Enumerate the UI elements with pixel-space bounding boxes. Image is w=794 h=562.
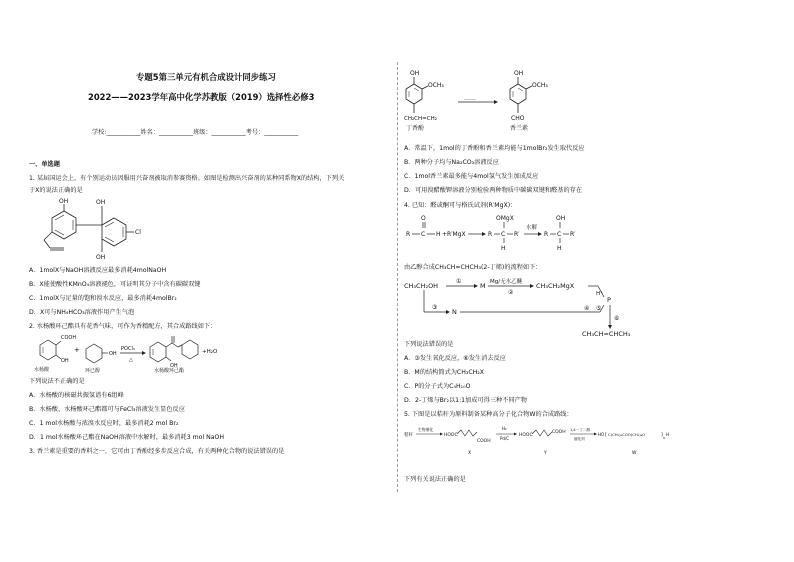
q5-x-hooc-label: HOOC (444, 433, 458, 438)
q3-option-a[interactable]: A．常温下，1mol的丁香酚和香兰素均能与1molBr₂发生取代反应 (404, 145, 585, 152)
q4-step-4: ④ (584, 305, 590, 312)
q2-name-cyclohexanol: 环已醇 (85, 368, 101, 374)
q3-cho-label: CHO (511, 115, 525, 122)
q2-cooh-label: COOH (61, 335, 77, 341)
q1-stem-line1: 1. 某届国运会上，有个别运动员因服用兴奋剂被取消参赛资格。如图是检测出兴奋剂的某种同系物X的结构，下列关 (29, 175, 345, 182)
q2-reagent-label: POCl₃ (121, 346, 135, 352)
q5-straw-label: 秸秆 (404, 433, 413, 438)
q5-w-n-label: n (663, 436, 666, 440)
q3-option-c[interactable]: C．1mol香兰素最多能与4mol氢气发生加成反应 (404, 173, 539, 180)
q5-y-hooc-label: HOOC (519, 433, 533, 438)
q5-x-cooh-label: COOH (477, 439, 491, 444)
q4-c-label-2: C (501, 231, 506, 238)
q5-stem: 5. 下图是以秸秆为原料制备某种高分子化合物W的合成路线： (404, 411, 573, 418)
q5-y-cooh-label: COOH (552, 430, 566, 435)
q4-grignard-label: CH₃CH₂MgX (536, 282, 575, 290)
q1-oh-label-2: OH (96, 199, 106, 206)
q4-ethanol-label: CH₃CH₂OH (404, 282, 439, 290)
q4-r-label: R (406, 231, 411, 238)
q2-option-d[interactable]: D．1 mol水杨酸环己酯在NaOH溶液中水解时，最多消耗3 mol NaOH (29, 434, 225, 441)
q2-name-salicylic-acid: 水杨酸 (34, 367, 50, 373)
q3-option-b[interactable]: B．两种分子均与Na₂CO₃溶液反应 (404, 159, 499, 166)
q5-question: 下列有关说法正确的是 (404, 476, 466, 483)
q4-step-3: ③ (432, 304, 438, 311)
q1-option-c[interactable]: C．1molX与足量的饱和溴水反应，最多消耗4molBr₂ (29, 295, 177, 302)
q4-step-5: ⑤ (596, 305, 602, 312)
q3-och3-label-1: OCH₃ (428, 82, 444, 89)
q1-oh-label-1: OH (59, 198, 69, 205)
q1-stem-line2: 于X的说法正确的是 (29, 187, 83, 194)
q3-allyl-label: CH₂CH=CH₂ (404, 116, 437, 122)
q4-grignard-equation (404, 212, 584, 252)
q4-m-label: M (480, 282, 486, 290)
q5-w-ho-label: HO (598, 432, 605, 437)
q5-x-label: X (468, 451, 472, 456)
q4-step-2: ② (508, 289, 514, 296)
student-info-line: 学校:___________姓名：___________班级：___________考号：___________ (92, 129, 299, 136)
q4-mg-ether-label: Mg/无水乙醚 (490, 279, 523, 285)
q4-p-label: P (607, 296, 611, 304)
page-subtitle: 2022——2023学年高中化学苏教版（2019）选择性必修3 (88, 92, 315, 102)
q4-option-d[interactable]: D．2-丁烯与Br₂以1:1加成可得三种不同产物 (404, 397, 527, 404)
q4-h-label-2: H (501, 245, 506, 252)
q4-r-label-3: R (544, 231, 549, 238)
page-title: 专题5第三单元有机合成设计同步练习 (136, 72, 276, 82)
q5-w-chain-label: C(CH₂)₄COO(CH₂)₄O (608, 432, 646, 437)
q5-w-bracket-open: [ (605, 433, 607, 438)
q5-pdc-label: Pd/C (500, 436, 510, 441)
q4-h-label-3: H (557, 245, 562, 252)
q3-och3-label-2: OCH₃ (532, 82, 548, 89)
q2-stem: 2. 水杨酸环己酯具有花香气味，可作为香精配方，其合成路线如下： (29, 323, 217, 330)
q5-w-h-label: H (666, 432, 670, 437)
section-heading: 一、单选题 (29, 161, 60, 168)
q4-route-diagram (404, 275, 644, 337)
q4-r-label-2: R (488, 231, 493, 238)
column-divider (397, 62, 398, 492)
q5-h2-label: H₂ (502, 426, 507, 431)
q1-option-b[interactable]: B．X能使酸性KMnO₄溶液褪色，可证明其分子中含有碳碳双键 (29, 281, 201, 288)
q4-oh-label: OH (556, 215, 566, 222)
q2-option-c[interactable]: C．1 mol水杨酸与浓溴水反应时，最多消耗2 mol Br₂ (29, 420, 179, 427)
q2-heat-label: △ (129, 357, 133, 363)
q2-option-a[interactable]: A．水杨酸的核磁共振氢谱有6组峰 (29, 392, 124, 399)
q3-oh-label-1: OH (410, 70, 420, 77)
q4-reagent-label: +R′MgX (442, 231, 466, 238)
q4-rprime-label-2: R′ (570, 231, 576, 238)
q4-question: 下列说法错误的是 (404, 341, 454, 348)
q3-structures (402, 66, 572, 146)
q3-oh-label-2: OH (514, 70, 524, 77)
q5-butanediol-label: 1,4－丁二醇 (570, 428, 591, 432)
q1-structure-x (30, 196, 170, 262)
q3-option-d[interactable]: D．可用溴醋酸钾溶液分别检验两种物质中碳碳双键和醛基的存在 (404, 187, 583, 194)
q2-name-ester: 水杨酸环己酯 (154, 368, 185, 374)
q4-option-b[interactable]: B．M的结构简式为CH₃CH₂X (404, 369, 485, 376)
q4-stem: 4. 已知：醛或酮可与格氏试剂(R′MgX)： (404, 202, 517, 209)
q1-oh-label-3: OH (96, 254, 106, 261)
q5-y-label: Y (544, 451, 547, 456)
q3-steps-label: …… (464, 95, 476, 102)
q4-route-intro: 由乙醇合成CH₃CH=CHCH₃(2-丁烯)的流程如下： (404, 264, 542, 271)
q4-option-a[interactable]: A．③发生氧化反应，⑥发生消去反应 (404, 355, 506, 362)
q1-option-a[interactable]: A．1molX与NaOH溶液反应最多消耗4molNaOH (29, 267, 167, 274)
q3-name-eugenol: 丁香酚 (406, 125, 425, 132)
q1-cl-label: Cl (135, 229, 141, 236)
q2-question: 下列说法不正确的是 (29, 378, 85, 385)
q5-w-bracket-close: ] (661, 433, 663, 438)
q5-biocatalysis-label: 生物催化 (418, 427, 434, 432)
q2-plus-sign: + (74, 346, 80, 354)
q2-oh-label-c: OH (170, 363, 178, 369)
q2-synthesis-route (30, 331, 230, 375)
q1-option-d[interactable]: D．X可与NH₄HCO₃溶液作用产生气泡 (29, 309, 135, 316)
q2-water-label: +H₂O (202, 349, 218, 355)
q5-route-diagram (404, 422, 674, 458)
q4-h-label: H (436, 231, 441, 238)
q3-name-vanillin: 香兰素 (510, 125, 529, 132)
q4-step-1: ① (456, 278, 462, 285)
q4-omgx-label: OMgX (496, 215, 514, 222)
q4-n-label: N (452, 308, 457, 316)
q4-c-label-3: C (557, 231, 562, 238)
q4-c-label: C (421, 231, 426, 238)
q5-catalyst-label: 催化剂 (574, 437, 585, 441)
q4-hplus-label: H⁺ (596, 291, 604, 297)
q5-w-label: W (632, 451, 637, 456)
q2-oh-label-b: OH (109, 351, 117, 357)
q2-oh-label-a: OH (61, 358, 69, 364)
q4-step-6: ⑥ (614, 315, 620, 322)
q4-hydrolysis-label: 水解 (526, 225, 538, 231)
q4-rprime-label: R′ (514, 231, 520, 238)
q4-butene-label: CH₃CH=CHCH₃ (582, 330, 631, 338)
q2-option-b[interactable]: B．水杨酸、水杨酸环己酯都可与FeCl₃溶液发生显色反应 (29, 406, 185, 413)
q4-option-c[interactable]: C．P的分子式为C₄H₁₀O (404, 383, 471, 390)
q3-stem: 3. 香兰素是重要的香料之一，它可由丁香酚经多步反应合成，有关两种化合物的说法错误的是 (29, 448, 285, 455)
q4-o-label: O (421, 215, 426, 222)
